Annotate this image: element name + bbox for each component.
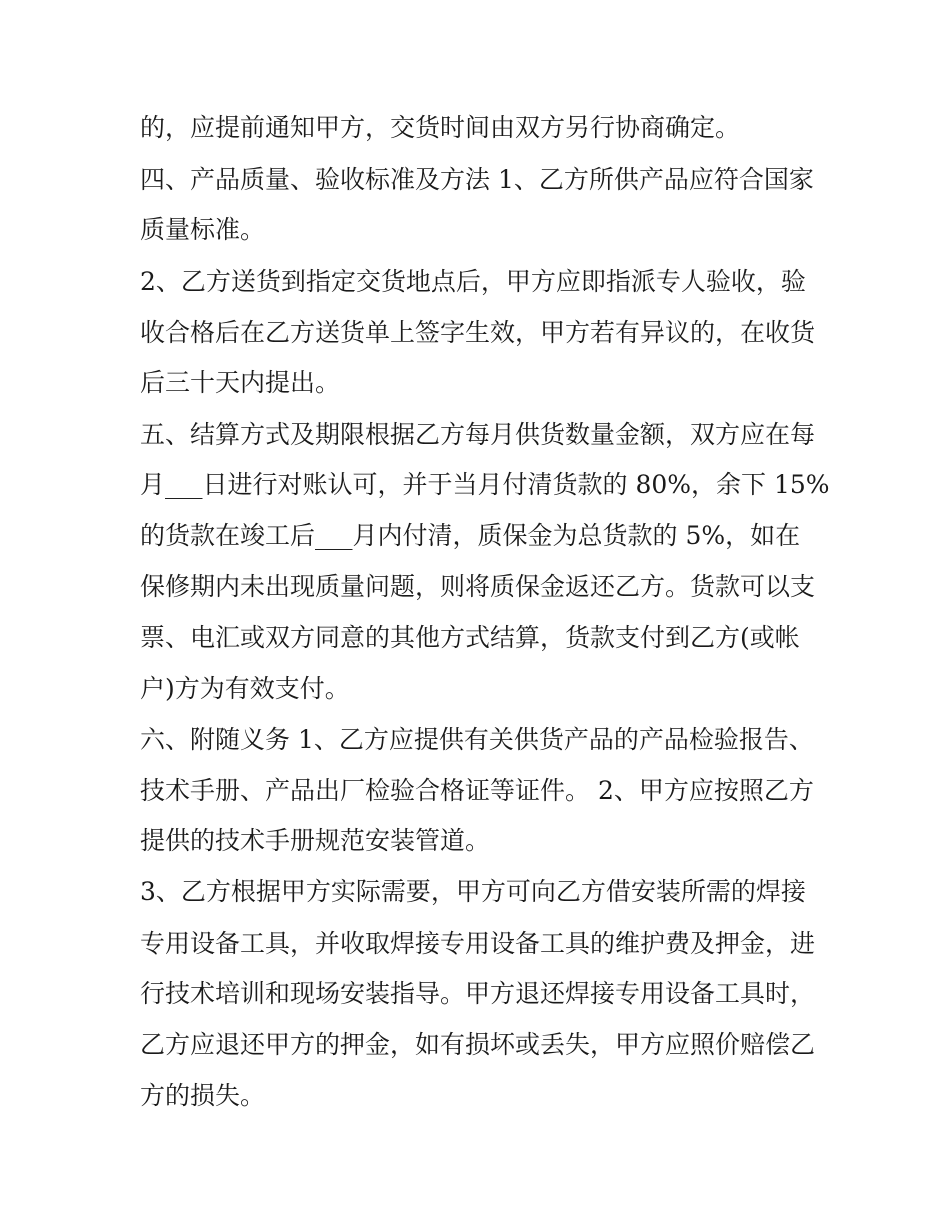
text-line: 质量标准。 [140,215,266,244]
text-line: 方的损失。 [140,1081,266,1110]
text-line: 票、电汇或双方同意的其他方式结算，货款支付到乙方(或帐 [140,623,800,652]
text-line: 后三十天内提出。 [140,368,341,397]
text-line: 的，应提前通知甲方，交货时间由双方另行协商确定。 [140,113,741,142]
text-line: 专用设备工具，并收取焊接专用设备工具的维护费及押金，进 [140,929,816,958]
text-line: 户)方为有效支付。 [140,674,350,703]
text-line: 月___日进行对账认可，并于当月付清货款的 80%，余下 15% [140,470,830,499]
text-line: 2、乙方送货到指定交货地点后，甲方应即指派专人验收，验 [140,267,806,296]
text-line: 四、产品质量、验收标准及方法 1、乙方所供产品应符合国家 [140,165,814,194]
text-line: 技术手册、产品出厂检验合格证等证件。 2、甲方应按照乙方 [140,776,814,805]
text-line: 3、乙方根据甲方实际需要，甲方可向乙方借安装所需的焊接 [140,877,806,906]
text-line: 乙方应退还甲方的押金，如有损坏或丢失，甲方应照价赔偿乙 [140,1030,816,1059]
text-line: 五、结算方式及期限根据乙方每月供货数量金额，双方应在每 [140,420,816,449]
text-line: 收合格后在乙方送货单上签字生效，甲方若有异议的，在收货 [140,318,816,347]
text-line: 的货款在竣工后___月内付清，质保金为总货款的 5%，如在 [140,521,801,550]
text-line: 六、附随义务 1、乙方应提供有关供货产品的产品检验报告、 [140,725,814,754]
text-line: 行技术培训和现场安装指导。甲方退还焊接专用设备工具时， [140,979,816,1008]
text-line: 提供的技术手册规范安装管道。 [140,826,491,855]
text-line: 保修期内未出现质量问题，则将质保金返还乙方。货款可以支 [140,572,816,601]
